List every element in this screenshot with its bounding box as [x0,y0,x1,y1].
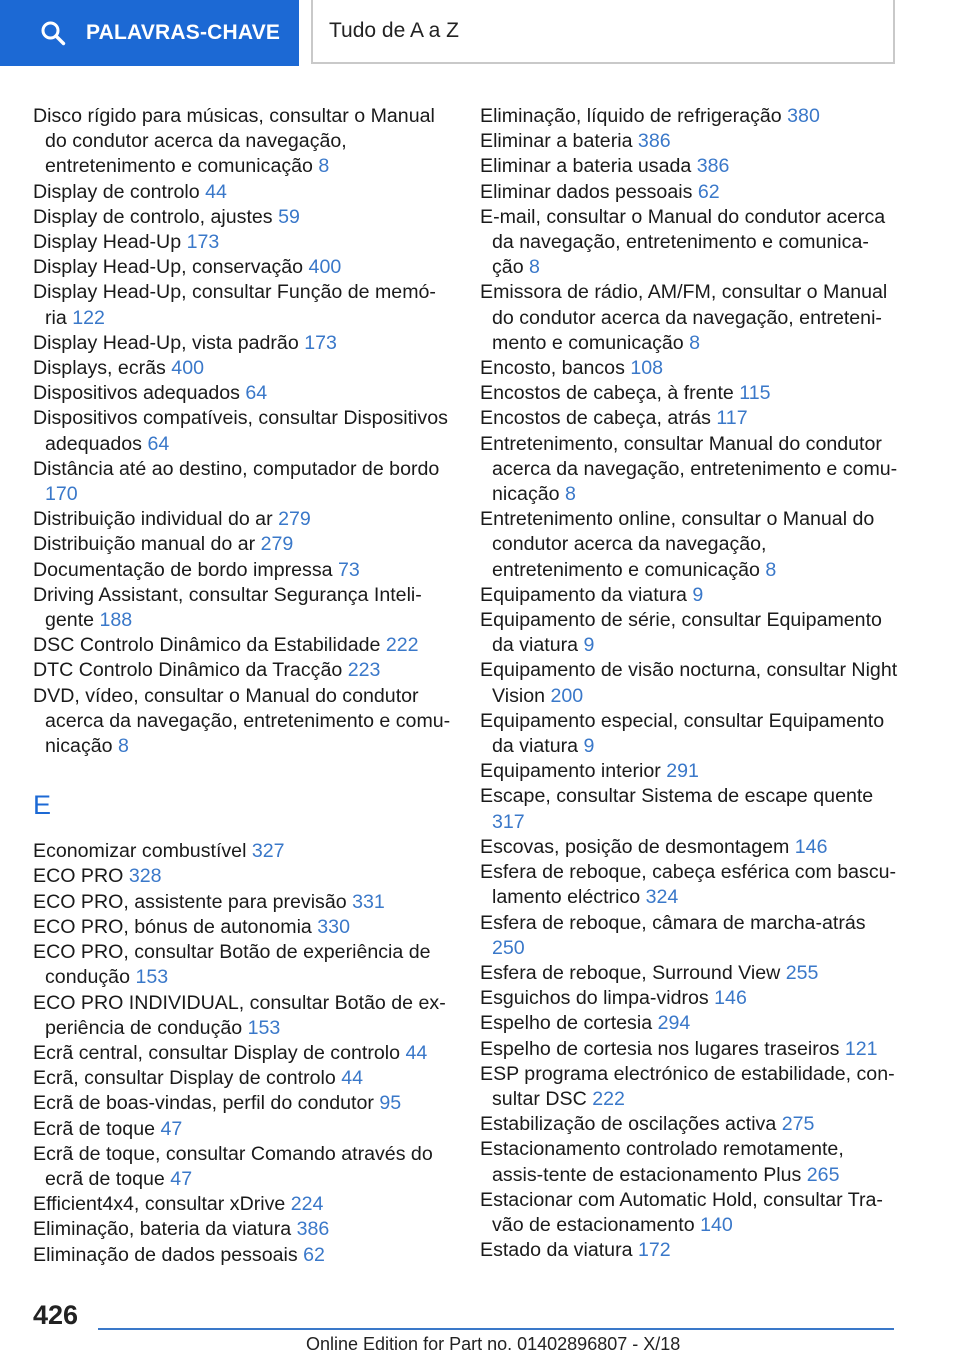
page-reference-link[interactable]: 279 [260,533,294,556]
index-entry [33,507,453,532]
index-entry [480,784,900,834]
page-reference-link[interactable]: 62 [697,180,720,203]
index-entry [33,457,453,507]
index-entry [33,1041,453,1066]
index-entry-text: Ecrã, consultar Display de controlo [33,1067,336,1090]
index-entry [480,432,900,508]
page-reference-link[interactable]: 8 [118,735,129,758]
page-reference-link[interactable]: 8 [689,331,701,354]
index-entry-text: Escape, consultar Sistema de escape quente [480,785,874,808]
index-entry [480,1188,900,1238]
index-entry [33,864,453,889]
index-entry [33,230,453,255]
page-reference-link[interactable]: 380 [787,105,820,127]
index-entry-text: Display de controlo, ajustes [33,205,273,228]
index-entry [33,1117,453,1142]
page-reference-link[interactable]: 59 [278,205,300,228]
index-entry [480,406,900,431]
page-reference-link[interactable]: 275 [781,1113,815,1136]
index-entry [480,986,900,1011]
page-reference-link[interactable]: 327 [251,840,285,863]
index-entry-text: Eliminar a bateria [480,130,633,153]
index-entry [33,356,453,381]
a-to-z-tab-label: Tudo de A a Z [329,19,459,42]
index-entry [33,255,453,280]
index-entry [33,1217,453,1242]
index-entry-text: Equipamento de série, consultar Equipamento da viatura [480,609,882,657]
index-entry [480,961,900,986]
footer-divider [98,1328,894,1330]
page-reference-link[interactable]: 146 [714,987,747,1010]
index-entry [33,1243,453,1268]
page-reference-link[interactable]: 8 [765,558,777,581]
page-reference-link[interactable]: 250 [492,936,525,959]
index-entry [480,911,900,961]
index-entry [480,709,900,759]
index-group-d [33,104,453,759]
index-entry [480,507,900,583]
index-entry [33,890,453,915]
index-entry [33,558,453,583]
index-entry-text: Equipamento interior [480,760,661,783]
index-entry-text: Encostos de cabeça, atrás [480,407,711,430]
index-entry [33,583,453,633]
index-entry [33,280,453,330]
index-group-e [33,839,453,1267]
index-entry [480,860,900,910]
index-entry-text: Documentação de bordo impressa [33,558,333,581]
index-entry-text: Eliminação, bateria da viatura [33,1218,292,1241]
page-reference-link[interactable]: 9 [692,583,704,606]
index-group-e-continued [480,104,900,1263]
index-entry-text: Ecrã de toque, consultar Comando através do ecrã de toque [33,1142,433,1190]
page-reference-link[interactable]: 121 [844,1037,878,1060]
page-reference-link[interactable]: 115 [739,382,771,405]
page-reference-link[interactable]: 44 [405,1041,428,1064]
index-entry [480,104,900,129]
index-entry [480,1137,900,1187]
page-reference-link[interactable]: 9 [583,735,595,758]
index-entry-text: Entretenimento online, consultar o Manual do condutor acerca da navegação, entretenimento e comunicação [480,508,875,581]
index-entry-text: DVD, vídeo, consultar o Manual do condutor acerca da navegação, entretenimento e comu-nicação [33,684,451,758]
index-entry [480,1062,900,1112]
page-reference-link[interactable]: 265 [806,1163,840,1186]
index-entry [33,104,453,180]
index-entry-text: Encostos de cabeça, à frente [480,382,734,405]
index-entry [33,205,453,230]
search-icon [40,20,66,46]
index-entry [480,658,900,708]
index-column-left [33,104,453,1268]
page-reference-link[interactable]: 400 [308,256,342,279]
index-entry [480,356,900,381]
header [0,0,960,66]
index-entry-text: Driving Assistant, consultar Segurança Inteli-gente [33,583,422,632]
index-entry-text: Eliminar a bateria usada [480,155,692,178]
index-entry-text: Eliminação, líquido de refrigeração [480,105,782,127]
index-entry-text: Disco rígido para músicas, consultar o Manual do condutor acerca da navegação, entretenimento e comunicação [33,105,435,178]
index-entry-text: Dispositivos compatíveis, consultar Dispositivos adequados [33,407,448,455]
index-entry [480,154,900,179]
index-entry-text: Espelho de cortesia [480,1012,653,1035]
index-entry [33,1091,453,1116]
page-reference-link[interactable]: 224 [290,1193,324,1216]
index-entry [33,532,453,557]
index-entry-text: Distribuição individual do ar [33,508,273,531]
index-entry-text: Equipamento da viatura [480,583,687,606]
index-entry-text: Esfera de reboque, Surround View [480,961,781,984]
page-reference-link[interactable]: 279 [278,508,311,531]
index-entry-text: Escovas, posição de desmontagem [480,835,790,858]
index-entry [33,658,453,683]
index-entry [480,835,900,860]
a-to-z-tab[interactable] [311,0,895,64]
index-entry [480,180,900,205]
page-reference-link[interactable]: 200 [550,684,584,707]
index-entry-text: Economizar combustível [33,840,247,863]
page-reference-link[interactable]: 331 [352,890,385,913]
index-entry-text: ECO PRO INDIVIDUAL, consultar Botão de ex-periência de condução [33,991,446,1039]
index-entry-text: Display Head-Up, vista padrão [33,331,299,354]
index-entry [480,129,900,154]
page-reference-link[interactable]: 328 [128,865,162,888]
page-reference-link[interactable]: 294 [657,1012,691,1035]
index-entry [33,1142,453,1192]
index-entry-text: Display Head-Up, consultar Função de memó-ria [33,281,436,329]
page-reference-link[interactable]: 291 [666,760,699,783]
page-reference-link[interactable]: 117 [716,407,748,430]
edition-footer: Online Edition for Part no. 01402896807 - X/18 [306,1334,681,1354]
page-reference-link[interactable]: 108 [630,357,664,380]
index-entry [33,839,453,864]
index-entry-text: ECO PRO, consultar Botão de experiência de condução [33,941,431,989]
page-reference-link[interactable]: 255 [785,961,819,984]
index-entry [33,940,453,990]
index-entry-text: Estado da viatura [480,1239,633,1262]
index-entry-text: Encosto, bancos [480,357,625,380]
page-reference-link[interactable]: 8 [318,155,330,178]
index-entry [480,280,900,356]
index-entry-text: Dispositivos adequados [33,382,240,405]
page-reference-link[interactable]: 386 [296,1218,330,1241]
index-entry-text: Ecrã de toque [33,1117,156,1140]
page-reference-link[interactable]: 64 [147,432,170,455]
index-entry [33,406,453,456]
page-reference-link[interactable]: 386 [637,130,671,153]
index-entry-text: Estabilização de oscilações activa [480,1113,777,1136]
page-reference-link[interactable]: 8 [565,483,576,506]
index-entry [33,381,453,406]
page-reference-link[interactable]: 317 [492,810,525,833]
page-reference-link[interactable]: 172 [637,1239,671,1262]
index-entry-text: DSC Controlo Dinâmico da Estabilidade [33,634,381,657]
keywords-tab-label: PALAVRAS-CHAVE [86,21,281,44]
index-entry-text: Estacionamento controlado remotamente, assis-tente de estacionamento Plus [480,1138,844,1186]
page-reference-link[interactable]: 222 [385,634,419,657]
index-column-right [480,104,900,1263]
page-reference-link[interactable]: 153 [135,966,169,989]
keywords-tab[interactable] [0,0,299,66]
index-entry [33,180,453,205]
page-reference-link[interactable]: 122 [72,306,105,329]
page-reference-link[interactable]: 44 [205,180,227,203]
index-entry-text: Esguichos do limpa-vidros [480,987,709,1010]
page-reference-link[interactable]: 47 [160,1117,183,1140]
index-entry [33,1192,453,1217]
index-entry-text: Distância até ao destino, computador de bordo [33,457,440,480]
page-reference-link[interactable]: 173 [304,331,337,354]
page-reference-link[interactable]: 95 [379,1092,402,1115]
index-entry [33,915,453,940]
page-number: 426 [33,1300,79,1330]
page-reference-link[interactable]: 173 [186,231,220,254]
index-entry-text: Espelho de cortesia nos lugares traseiros [480,1037,840,1060]
page-reference-link[interactable]: 386 [696,155,730,178]
page-reference-link[interactable]: 140 [700,1213,733,1236]
page-reference-link[interactable]: 153 [247,1016,281,1039]
index-entry [480,1112,900,1137]
page-reference-link[interactable]: 62 [303,1243,325,1266]
page-reference-link[interactable]: 188 [99,609,133,632]
index-entry [480,1011,900,1036]
page-reference-link[interactable]: 170 [45,483,78,506]
page-reference-link[interactable]: 400 [171,357,204,380]
index-entry-text: Equipamento especial, consultar Equipamento da viatura [480,709,885,758]
page-reference-link[interactable]: 146 [794,835,828,858]
index-entry-text: Efficient4x4, consultar xDrive [33,1193,286,1216]
index-entry [33,991,453,1041]
page-reference-link[interactable]: 330 [317,915,350,938]
index-entry [480,608,900,658]
page-reference-link[interactable]: 47 [170,1167,193,1190]
index-entry-text: ECO PRO [33,865,124,888]
index-entry-text: Display Head-Up [33,231,182,254]
index-entry [480,1037,900,1062]
page-reference-link[interactable]: 64 [245,382,268,405]
index-entry-text: ESP programa electrónico de estabilidade, con-sultar DSC [480,1062,895,1110]
page-reference-link[interactable]: 222 [592,1087,625,1110]
index-entry [480,759,900,784]
index-entry [33,331,453,356]
index-entry [480,381,900,406]
index-entry-text: ECO PRO, bónus de autonomia [33,915,312,938]
index-entry-text: Display Head-Up, conservação [33,256,304,279]
index-entry [33,684,453,760]
index-entry-text: DTC Controlo Dinâmico da Tracção [33,659,343,682]
index-entry-text: Display de controlo [33,180,200,203]
index-entry [480,583,900,608]
index-entry-text: Equipamento de visão nocturna, consultar Night Vision [480,659,898,707]
page-reference-link[interactable]: 8 [529,256,540,279]
page-reference-link[interactable]: 73 [337,558,360,581]
index-entry-text: Estacionar com Automatic Hold, consultar Tra-vão de estacionamento [480,1188,883,1236]
index-entry [33,1066,453,1091]
index-entry-text: Esfera de reboque, cabeça esférica com bascu-lamento eléctrico [480,861,897,909]
index-entry-text: Esfera de reboque, câmara de marcha-atrás [480,911,866,934]
index-entry-text: Entretenimento, consultar Manual do condutor acerca da navegação, entretenimento e comu-nicação [480,432,898,506]
index-entry-text: ECO PRO, assistente para previsão [33,890,347,913]
index-entry-text: Eliminação de dados pessoais [33,1243,298,1266]
section-letter-e: E [33,790,52,821]
page-reference-link[interactable]: 223 [347,659,381,682]
page-reference-link[interactable]: 9 [583,634,595,657]
page-reference-link[interactable]: 44 [341,1067,364,1090]
index-entry-text: Ecrã de boas-vindas, perfil do condutor [33,1092,374,1115]
index-entry-text: Displays, ecrãs [33,357,166,380]
index-entry-text: E-mail, consultar o Manual do condutor acerca da navegação, entretenimento e comunica-ção [480,205,886,279]
index-entry-text: Ecrã central, consultar Display de controlo [33,1041,401,1064]
index-entry-text: Emissora de rádio, AM/FM, consultar o Manual do condutor acerca da navegação, entreteni-mento e comunicação [480,281,888,354]
page-reference-link[interactable]: 324 [645,886,679,909]
index-entry-text: Distribuição manual do ar [33,533,256,556]
index-entry-text: Eliminar dados pessoais [480,180,693,203]
index-entry [480,1238,900,1263]
index-entry [480,205,900,281]
index-entry [33,633,453,658]
